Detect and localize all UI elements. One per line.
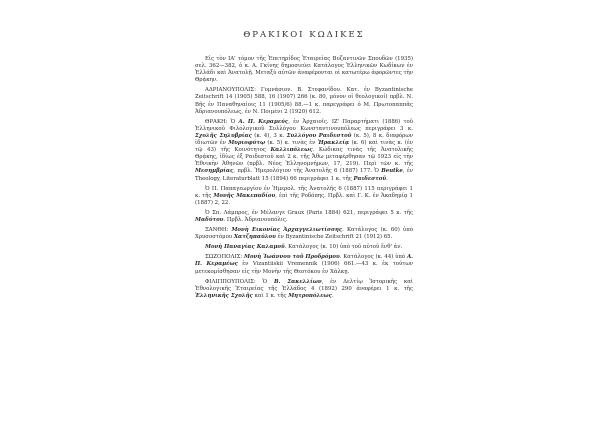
emphasized-run: Ἑλληνικῆς Σχολῆς xyxy=(195,292,253,299)
document-body xyxy=(195,56,413,300)
text-run: . Κατάλογος (κ. 44) ὑπὸ xyxy=(339,254,407,261)
text-run: ΣΩΖΟΠΟΛΙΣ: xyxy=(205,254,244,261)
emphasized-run: Β. Σακελλίων xyxy=(273,278,322,285)
text-run: , ἐπὶ τῆς Ροδόπης. Πρβλ. καὶ Γ. Κ. ἐν Ἀκαδημίᾳ 1 (1887) 2, 22. xyxy=(195,192,413,206)
document-page xyxy=(195,30,413,400)
paragraph xyxy=(195,254,413,275)
text-run: ΦΙΛΙΠΠΟΥΠΟΛΙΣ: Ὁ xyxy=(205,278,274,285)
text-run: . Κώδικας τινὰς τῆς Ἀνατολικῆς Θρᾴκης, ἰδίως ἐξ Ραιδεστοῦ καὶ 2 κ. τῆς Ἄθω μεταφέρθησαν τῷ 1923 εἰς τὴν Ἐθνικὴν Ἀθηνῶν (πρβλ. Νέος Ἑλληνομνήμων, 17, 219). Περὶ τῶν κ. τῆς xyxy=(195,147,414,168)
text-run: ΘΡΑΚΗ: Ὁ xyxy=(205,118,239,125)
text-run: , ἐν Ἀρχαιοῖς. ΙΖ' Παραρτήματι (1886) τοῦ Ἑλληνικοῦ Φιλολογικοῦ Συλλόγου Κωνσταντινουπόλεως περιγράφει 3 κ. xyxy=(195,118,413,132)
text-run: . Κατάλογος (κ. 60) ὑπὸ Χρυσοστόμου xyxy=(195,227,413,241)
page-title: ΘΡΑΚΙΚΟΙ ΚΩΔΙΚΕΣ xyxy=(243,30,365,40)
text-run: ἐν Byzantinische Zeitschrift 21 (1912) 65. xyxy=(275,234,393,241)
emphasized-run: Α. Π. Κεραμέως xyxy=(195,254,413,268)
emphasized-run: Μονὴ Εικονίας Ἀρχαγγελιωτίσσης xyxy=(231,227,343,234)
emphasized-run: Μονὴ Παναγίας Καλαμοῦ xyxy=(205,244,285,251)
text-run: (κ. 6) καὶ τινὰς κ. (ἐν τῷ 43) τῆς Κοινότητος xyxy=(195,140,413,154)
emphasized-run: Μητροπόλεως xyxy=(288,292,332,299)
paragraph xyxy=(195,227,413,241)
emphasized-run: Beutke xyxy=(381,168,403,175)
text-run: , ἐν Δελτίῳ Ἱστορικῆς καὶ Ἐθνολογικῆς Ἑταιρείας τῆς Ἑλλάδος 4 (1892) 290 ἀναφέρει 1 κ. τῆς xyxy=(195,278,413,292)
emphasized-run: Ραιδεστοῦ xyxy=(353,175,387,182)
text-run: , πρβλ. Ἡμερολόγιον τῆς Ἀνατολῆς 6 (1887) 177. Ὁ xyxy=(233,168,382,175)
emphasized-run: Μονῆς Μακεπαδίου xyxy=(213,192,276,199)
text-run: . Πρβλ. Ἀδριανουπόλις. xyxy=(223,216,288,223)
paragraph xyxy=(195,119,413,183)
text-run: . xyxy=(386,175,388,182)
paragraph xyxy=(195,87,413,115)
paragraph xyxy=(195,279,413,300)
paragraph xyxy=(195,56,413,84)
paragraph xyxy=(195,186,413,207)
text-run: ΑΔΡΙΑΝΟΥΠΟΛΙΣ: Γυμνάσιον. Β. Στεφανίδου. Κατ. ἐν Byzantinische Zeitschrift 14 (1905) 588, 16 (1907) 266 (κ. 80, μόνον οἱ θεολογικοί) πρβλ. Ν. Βῆς ἐν Παναθηναίοις 11 (1905/6) 88.—1 κ. παρεγράφει ὁ Μ. Πρωτοπαππᾶς Ἀδριανουπόλεως, ἐν Ν. Ποιμένι 2 (1920) 612. xyxy=(195,87,413,115)
text-run: . Κατάλογος (κ. 10) ὑπὸ τοῦ αὐτοῦ ἔνθ' ἀν. xyxy=(284,244,403,251)
emphasized-run: Συλλόγου Ραιδεστοῦ xyxy=(286,132,352,139)
emphasized-run: Ἡρακλείᾳ xyxy=(317,140,350,147)
paragraph xyxy=(195,210,413,224)
text-run: (κ. 5), 8 κ. διαφόρων ἰδιωτῶν ἐν xyxy=(195,132,414,147)
emphasized-run: Σχολῆς Σηλυβρίας xyxy=(195,132,252,139)
text-run: (κ. 5) κ. τινὰς ἐν xyxy=(265,140,318,147)
emphasized-run: Καλλιπόλεως xyxy=(270,147,313,154)
emphasized-run: Χατζηπαύλου xyxy=(233,234,276,241)
text-run: Ὁ Π. Παπαγεωργίου ἐν Ἠμερολ. τῆς Ἀνατολῆς 6 (1887) 115 περιγράφει 1 κ. τῆς xyxy=(195,185,413,199)
emphasized-run: Μυριοφύτῳ xyxy=(228,140,266,147)
text-run: (κ. 4), 3 κ. xyxy=(251,132,287,139)
paragraph xyxy=(195,244,413,251)
emphasized-run: Μονὴ Ἰωάννου τοῦ Προδρόμου xyxy=(243,254,340,261)
text-run: . xyxy=(331,292,334,299)
text-run: Εἰς τὸν ΙΑ' τόμον τῆς Ἐπετηρίδος Ἑταιρείας Βυζαντινῶν Σπουδῶν (1935) σελ. 362—382, ὁ κ. Α. Γκίνης δημοσιεύει Κατάλογος Ἑλληνικῶν Κωδίκων ἐν Ἑλλάδι καὶ Ἀνατολῇ. Μεταξὺ αὐτῶν ἀναφέρονται οἱ κατωτέρω ἀφορῶντες τὴν Θρᾴκην. xyxy=(195,56,413,84)
emphasized-run: Α. Π. Κεραμεύς xyxy=(238,118,289,125)
text-run: ἐν Vizantiiskii Vremennik (1906) 661.—43 κ. ἐκ τούτων μετεκομίσθησαν εἰς τὴν Μονὴν τῆς Θεοτόκου ἐν Χάλκῃ. xyxy=(195,261,413,275)
text-run: ΞΑΝΘΗ: xyxy=(205,227,232,234)
emphasized-run: Μαδύτου xyxy=(195,216,224,223)
text-run: , ἐν Theology, Literaturblatt 15 (1894) 66 περιγράφει 1 κ. τῆς xyxy=(195,168,413,182)
text-run: καὶ 1 κ. τῆς xyxy=(252,292,289,299)
emphasized-run: Μεσημβρίας xyxy=(195,168,234,175)
text-run: Ὁ Σπ. Λάμπρος, ἐν Μέλανγε Graux (Paris 1884) 621, περιγράφει 5 κ. τῆς xyxy=(205,209,413,216)
